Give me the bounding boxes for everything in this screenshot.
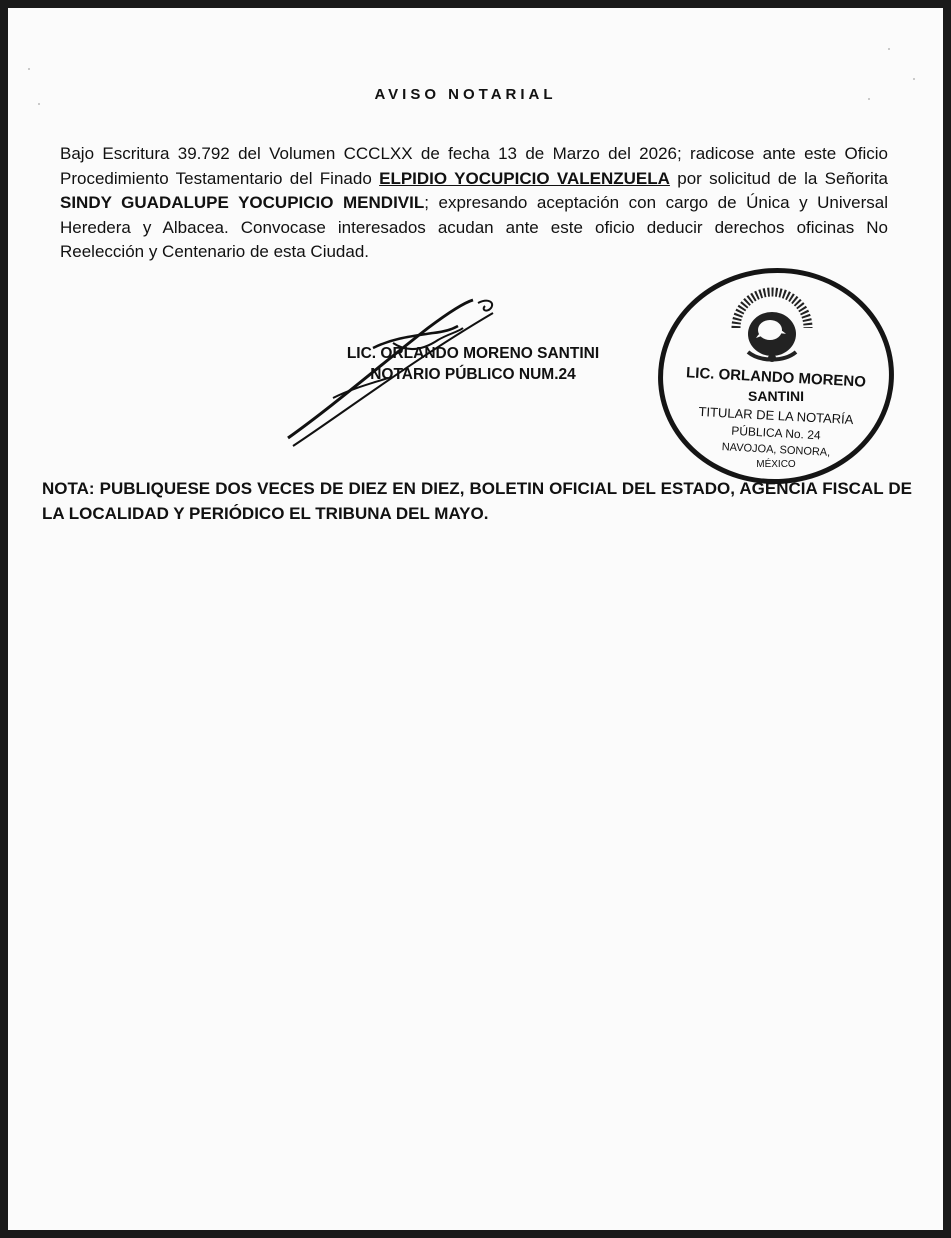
body-text-part1: Bajo Escritura 39.792 del Volumen CCCLXX de fecha 13 de Marzo del 2026; radicose ante este Oficio Procedimiento Testamentario del Finado — [60, 144, 888, 188]
seal-name-line1: LIC. ORLANDO MORENO — [685, 364, 867, 391]
document-page — [8, 8, 943, 1230]
notary-name: LIC. ORLANDO MORENO SANTINI — [346, 345, 600, 362]
notary-title: NOTARIO PÚBLICO NUM.24 — [370, 366, 576, 383]
notice-body — [60, 142, 888, 265]
seal-country-line: MÉXICO — [756, 459, 796, 470]
document-title: AVISO NOTARIAL — [374, 86, 557, 103]
publication-note: NOTA: PUBLIQUESE DOS VECES DE DIEZ EN DIEZ, BOLETIN OFICIAL DEL ESTADO, AGENCIA FISCAL DE LA LOCALIDAD Y PERIÓDICO EL TRIBUNA DEL MAYO. — [42, 479, 912, 523]
seal-city-line: NAVOJOA, SONORA, — [721, 441, 831, 459]
deceased-name: ELPIDIO YOCUPICIO VALENZUELA — [379, 168, 670, 188]
seal-number-line: PÚBLICA No. 24 — [730, 423, 821, 443]
heir-name: SINDY GUADALUPE YOCUPICIO MENDIVIL — [60, 193, 425, 212]
body-text-part2: por solicitud de la Señorita — [669, 168, 888, 188]
handwritten-signature — [273, 288, 513, 448]
body-text-part3: ; expresando aceptación con cargo de Única y Universal Heredera y Albacea. Convocase interesados acudan ante este oficio deducir derechos oficinas No Reelección y Centenario de esta Ciudad. — [60, 193, 888, 261]
mexican-coat-of-arms-icon — [726, 286, 818, 368]
seal-title-line: TITULAR DE LA NOTARÍA — [698, 403, 854, 428]
notary-seal — [658, 268, 894, 486]
seal-name-line2: SANTINI — [748, 388, 804, 404]
